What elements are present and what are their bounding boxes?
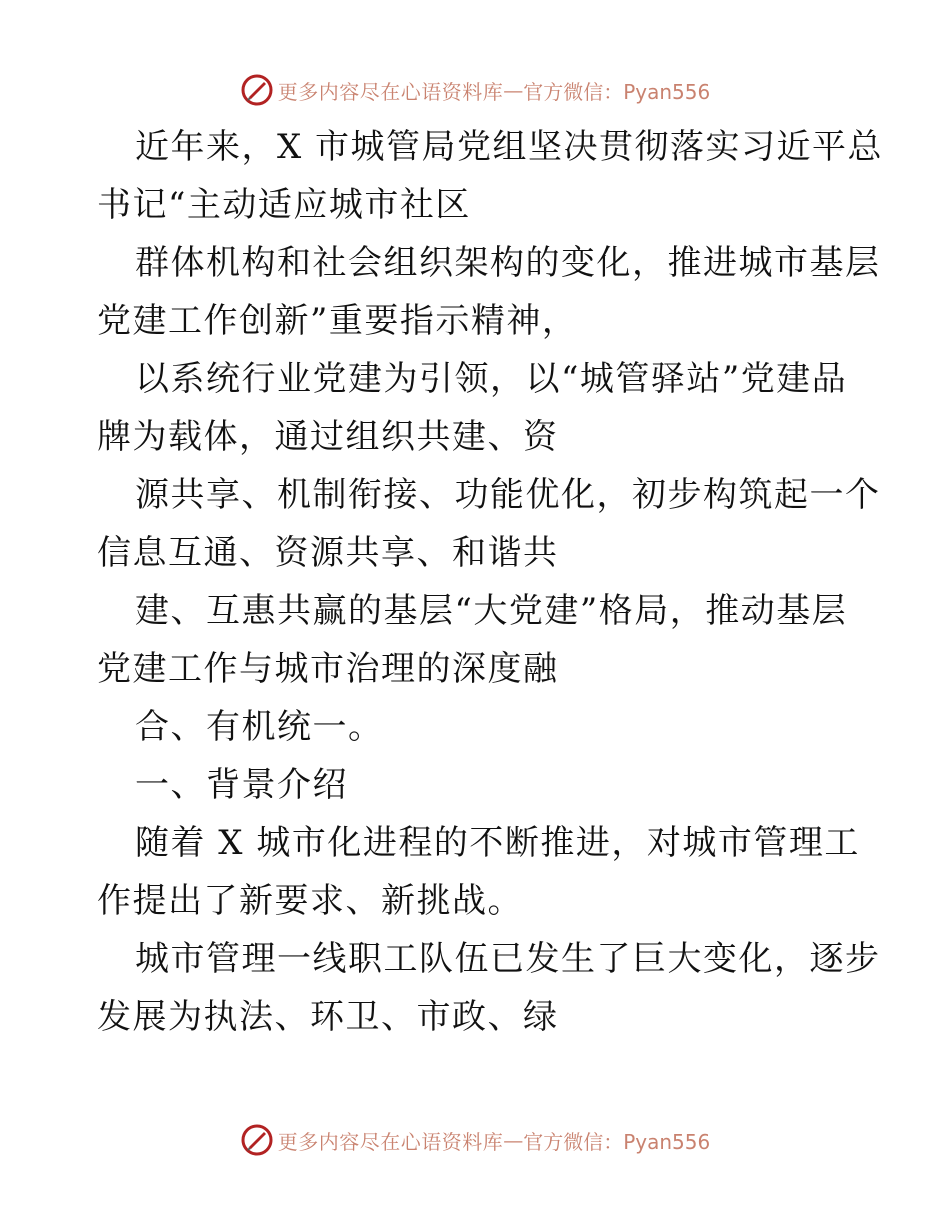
text-line: 建、互惠共赢的基层“大党建”格局，推动基层 bbox=[135, 591, 848, 631]
header-banner bbox=[0, 70, 950, 110]
text-line: 城市管理一线职工队伍已发生了巨大变化，逐步 bbox=[135, 939, 881, 979]
text-line: 发展为执法、环卫、市政、绿 bbox=[97, 997, 559, 1037]
quill-logo-icon bbox=[240, 73, 274, 107]
text-line: 书记“主动适应城市社区 bbox=[97, 185, 471, 225]
footer-banner bbox=[0, 1120, 950, 1160]
text-line: 群体机构和社会组织架构的变化，推进城市基层 bbox=[135, 243, 881, 283]
document-body bbox=[97, 118, 884, 1046]
text-line: 随着 X 城市化进程的不断推进，对城市管理工 bbox=[135, 823, 860, 863]
text-line: 合、有机统一。 bbox=[135, 707, 384, 747]
text-line: 牌为载体，通过组织共建、资 bbox=[97, 417, 559, 457]
text-line: 党建工作创新”重要指示精神， bbox=[97, 301, 578, 341]
header-banner-text: 更多内容尽在心语资料库 bbox=[277, 79, 504, 104]
footer-banner-text: 更多内容尽在心语资料库 bbox=[277, 1129, 504, 1154]
footer-banner-wechat: 官方微信：Pyan556 bbox=[523, 1129, 711, 1154]
quill-logo-icon bbox=[240, 1123, 274, 1157]
header-banner-wechat: 官方微信：Pyan556 bbox=[523, 79, 711, 104]
header-banner-separator: — bbox=[503, 78, 524, 102]
text-line: 近年来，X 市城管局党组坚决贯彻落实习近平总 bbox=[135, 127, 884, 167]
text-line: 作提出了新要求、新挑战。 bbox=[97, 881, 523, 921]
text-line: 源共享、机制衔接、功能优化，初步构筑起一个 bbox=[135, 475, 881, 515]
footer-banner-separator: — bbox=[503, 1128, 524, 1152]
text-line: 信息互通、资源共享、和谐共 bbox=[97, 533, 559, 573]
text-line: 以系统行业党建为引领，以“城管驿站”党建品 bbox=[135, 359, 848, 399]
text-line: 党建工作与城市治理的深度融 bbox=[97, 649, 559, 689]
section-heading: 一、背景介绍 bbox=[135, 765, 348, 805]
